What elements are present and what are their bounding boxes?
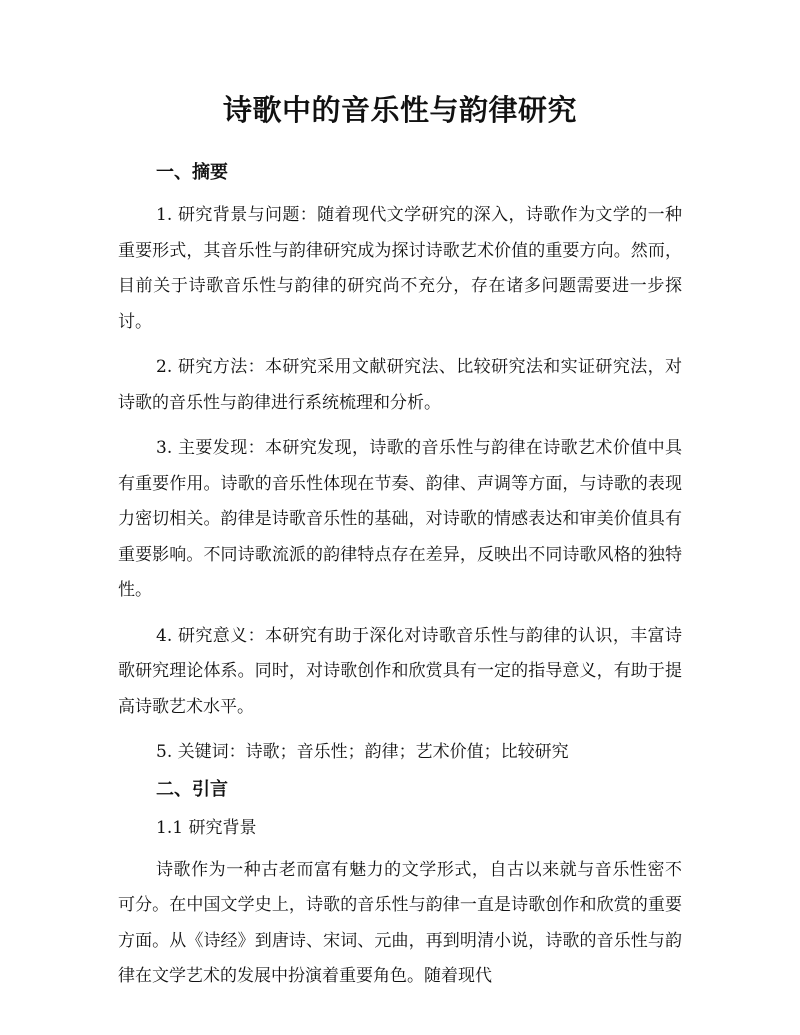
intro-paragraph-1: 诗歌作为一种古老而富有魅力的文学形式，自古以来就与音乐性密不可分。在中国文学史上，诗歌的音乐性与韵律一直是诗歌创作和欣赏的重要方面。从《诗经》到唐诗、宋词、元曲，再到明清小说，诗歌的音乐性与韵律在文学艺术的发展中扮演着重要角色。随着现代 [118,859,682,986]
abstract-paragraph-keywords: 5. 关键词：诗歌；音乐性；韵律；艺术价值；比较研究 [156,742,569,762]
section-heading-introduction: 二、引言 [156,778,228,800]
abstract-paragraph-background: 1. 研究背景与问题：随着现代文学研究的深入，诗歌作为文学的一种重要形式，其音乐性与韵律研究成为探讨诗歌艺术价值的重要方向。然而，目前关于诗歌音乐性与韵律的研究尚不充分，存在诸多问题需要进一步探讨。 [118,205,682,332]
abstract-paragraph-significance: 4. 研究意义：本研究有助于深化对诗歌音乐性与韵律的认识，丰富诗歌研究理论体系。同时，对诗歌创作和欣赏具有一定的指导意义，有助于提高诗歌艺术水平。 [118,625,682,717]
document-title: 诗歌中的音乐性与韵律研究 [222,93,577,127]
abstract-paragraph-findings: 3. 主要发现：本研究发现，诗歌的音乐性与韵律在诗歌艺术价值中具有重要作用。诗歌的音乐性体现在节奏、韵律、声调等方面，与诗歌的表现力密切相关。韵律是诗歌音乐性的基础，对诗歌的情感表达和审美价值具有重要影响。不同诗歌流派的韵律特点存在差异，反映出不同诗歌风格的独特性。 [118,438,682,600]
section-heading-abstract: 一、摘要 [156,162,228,183]
abstract-paragraph-methods: 2. 研究方法：本研究采用文献研究法、比较研究法和实证研究法，对诗歌的音乐性与韵律进行系统梳理和分析。 [118,357,682,413]
subsection-heading-background: 1.1 研究背景 [156,817,257,838]
